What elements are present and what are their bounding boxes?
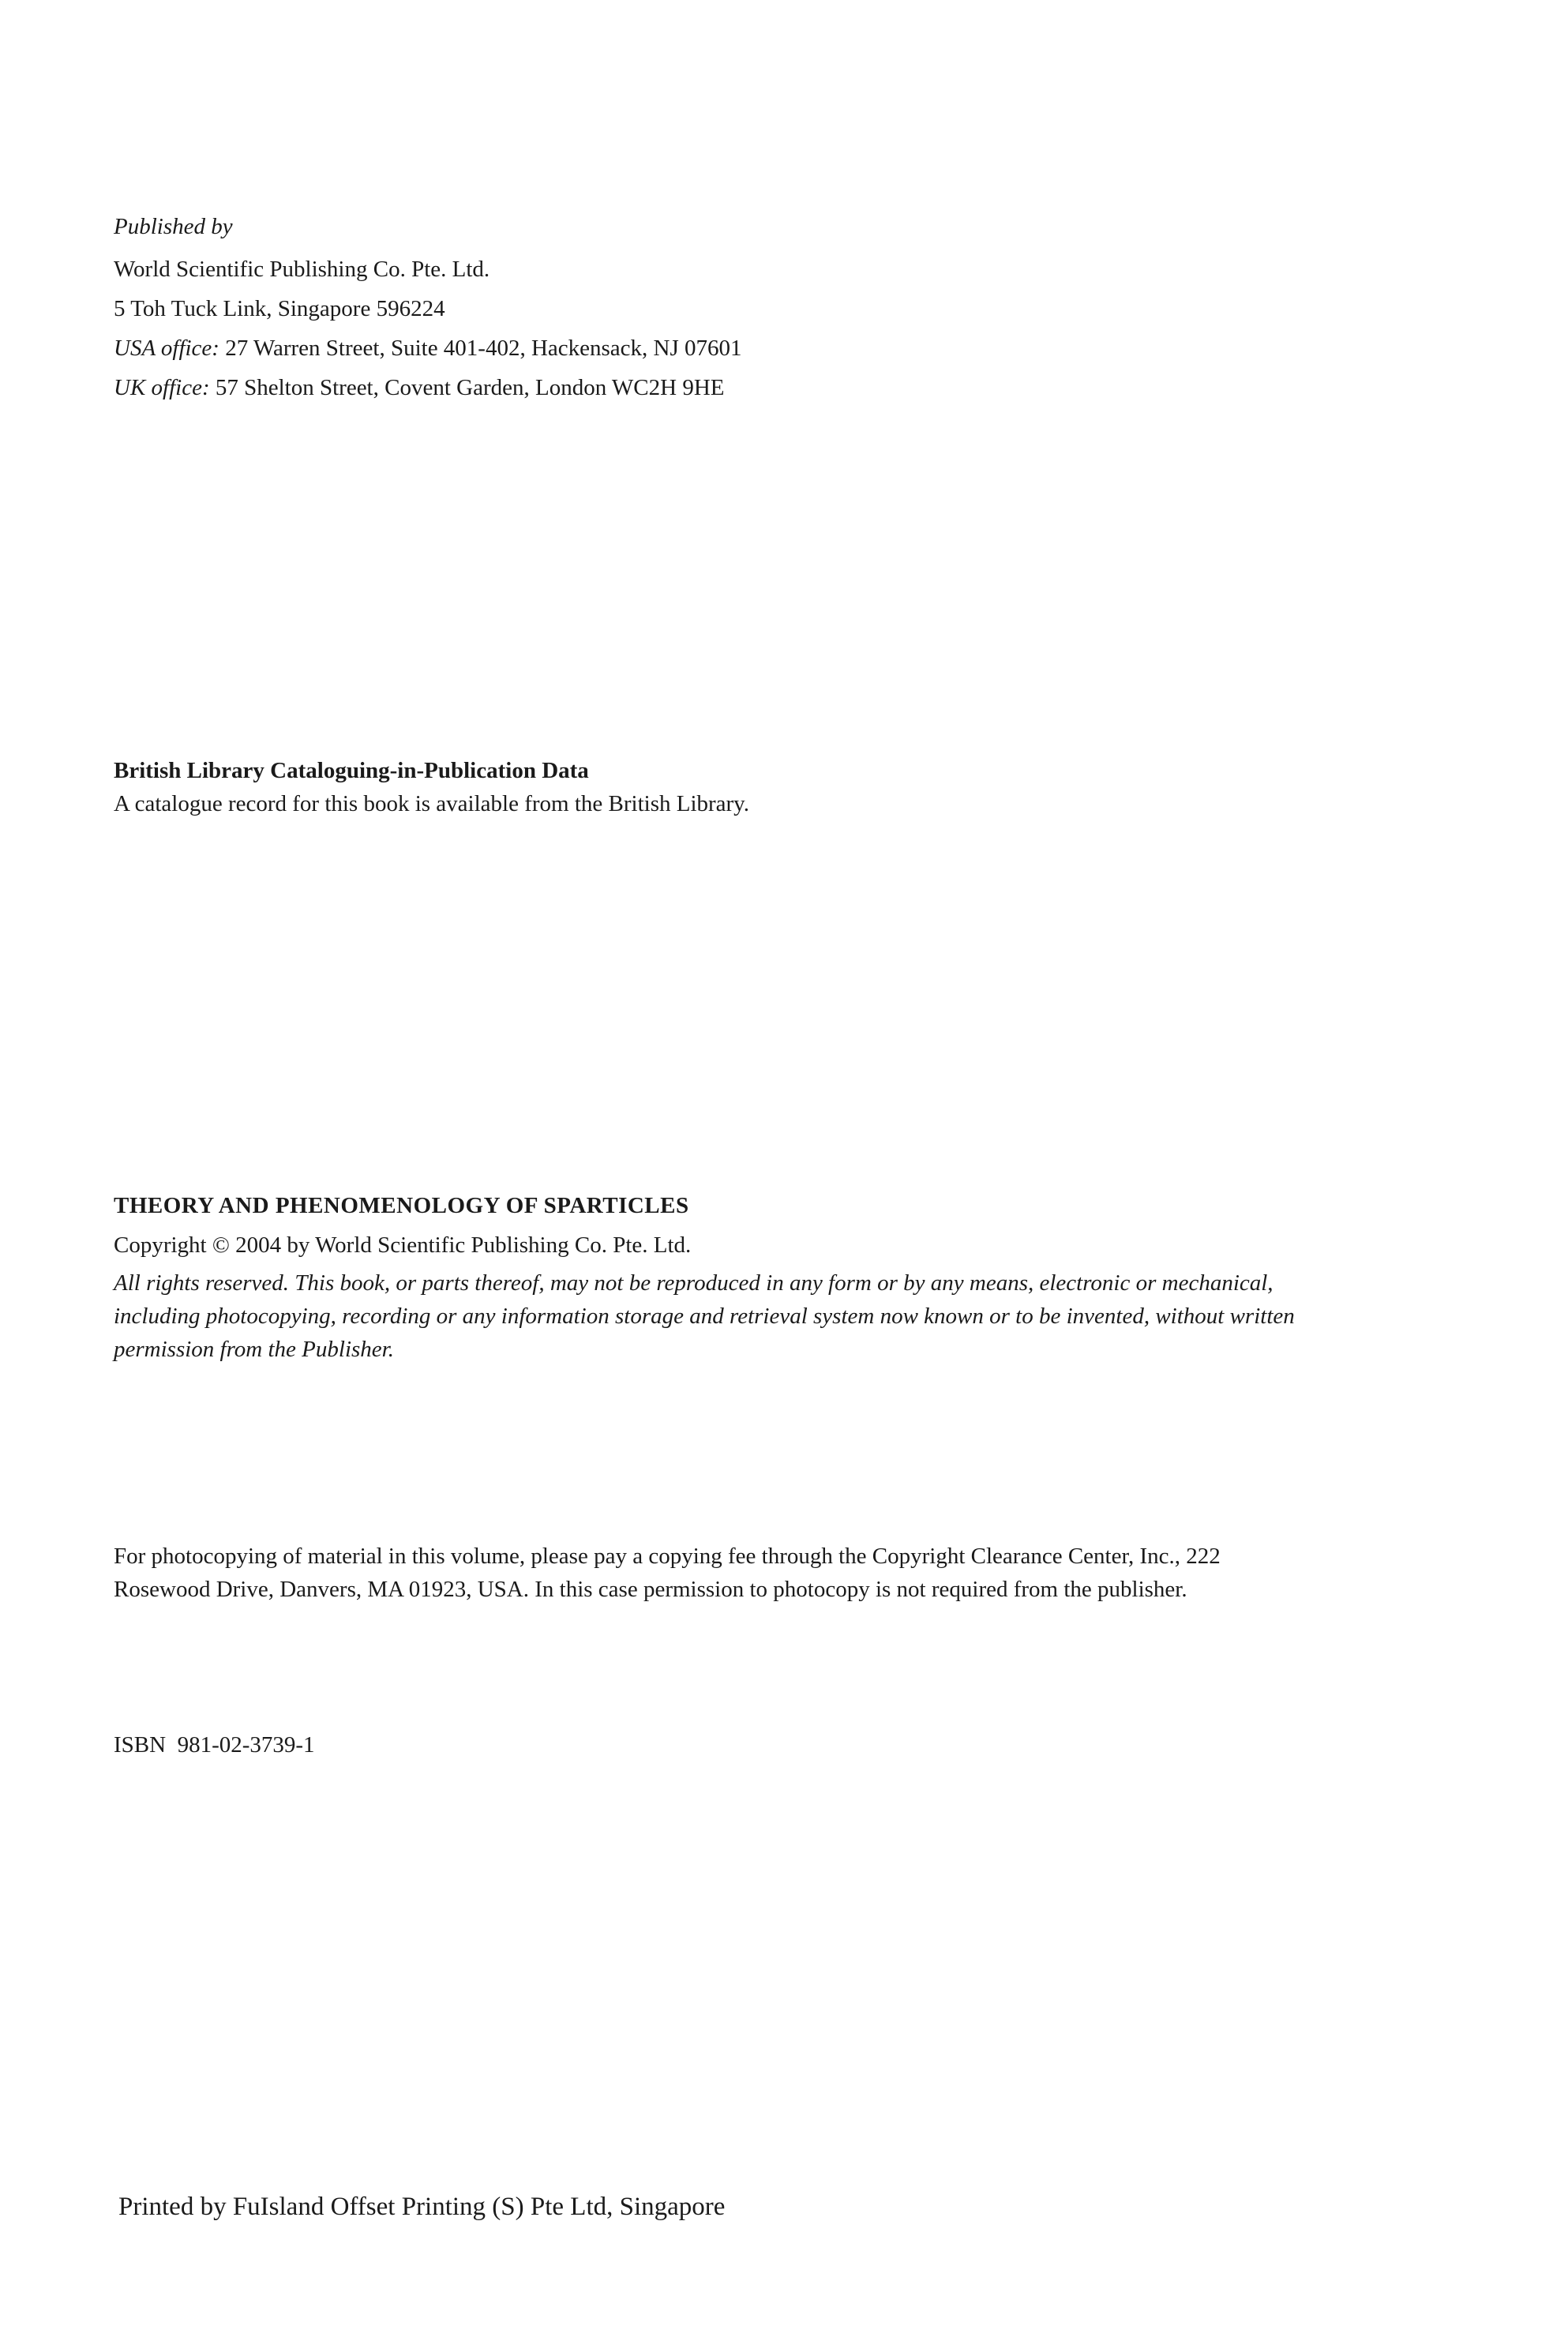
usa-office-line bbox=[114, 328, 742, 368]
usa-office-label: USA office: bbox=[114, 336, 219, 361]
publisher-address: 5 Toh Tuck Link, Singapore 596224 bbox=[114, 296, 445, 321]
cip-text: A catalogue record for this book is available from the British Library. bbox=[114, 791, 750, 816]
publisher-block bbox=[114, 207, 742, 407]
uk-office-address: 57 Shelton Street, Covent Garden, London WC2H 9HE bbox=[215, 375, 725, 400]
uk-office-label: UK office: bbox=[114, 375, 210, 400]
photocopy-notice: For photocopying of material in this volume, please pay a copying fee through the Copyright Clearance Center, Inc., 222 Rosewood Drive, Danvers, MA 01923, USA. In this case permission to photocopy is not required from the publisher. bbox=[114, 1544, 1221, 1602]
book-title: THEORY AND PHENOMENOLOGY OF SPARTICLES bbox=[114, 1193, 689, 1218]
publisher-name: World Scientific Publishing Co. Pte. Ltd. bbox=[114, 257, 490, 282]
cip-block bbox=[114, 754, 749, 820]
published-by-label: Published by bbox=[114, 214, 233, 239]
rights-statement: All rights reserved. This book, or parts thereof, may not be reproduced in any form or by any means, electronic or mechanical, including photocopying, recording or any information storage and retrieval system now known or to be invented, without written permission from the Publisher. bbox=[114, 1270, 1295, 1362]
copyright-block bbox=[114, 1186, 1314, 1366]
uk-office-line bbox=[114, 368, 742, 407]
usa-office-address: 27 Warren Street, Suite 401-402, Hackensack, NJ 07601 bbox=[225, 336, 742, 361]
isbn bbox=[114, 1725, 315, 1765]
copyright-notice: Copyright © 2004 by World Scientific Publishing Co. Pte. Ltd. bbox=[114, 1232, 692, 1258]
printer-line: Printed by FuIsland Offset Printing (S) Pte Ltd, Singapore bbox=[118, 2193, 726, 2221]
isbn-text: ISBN 981-02-3739-1 bbox=[114, 1732, 315, 1758]
cip-heading: British Library Cataloguing-in-Publication Data bbox=[114, 758, 589, 783]
